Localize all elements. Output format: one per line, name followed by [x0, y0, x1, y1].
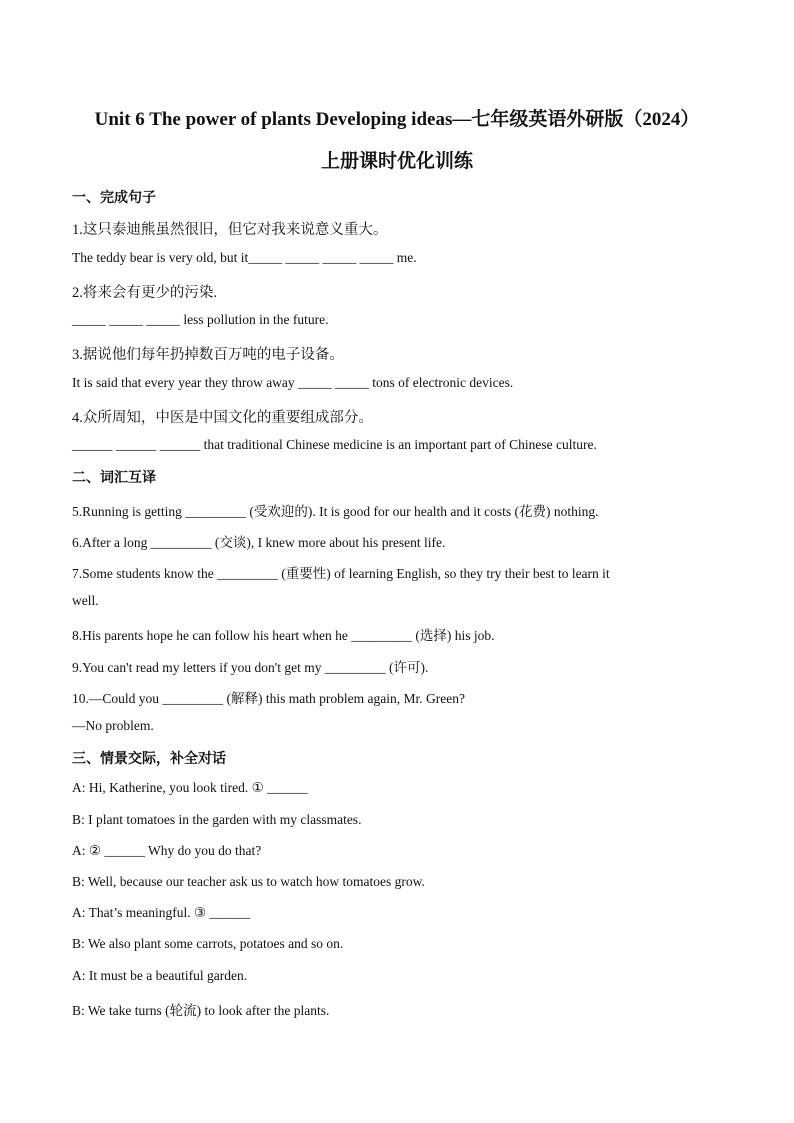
- dialogue-line: A: It must be a beautiful garden.: [72, 968, 248, 983]
- question-1-sentence: The teddy bear is very old, but it_____ _____ _____ _____ me.: [72, 250, 417, 265]
- question-7-continued: well.: [72, 593, 99, 608]
- question-6: 6.After a long _________ (交谈), I knew more about his present life.: [72, 535, 446, 550]
- dialogue-line: B: Well, because our teacher ask us to watch how tomatoes grow.: [72, 874, 425, 889]
- question-10: 10.—Could you _________ (解释) this math problem again, Mr. Green?: [72, 691, 465, 706]
- dialogue-line: B: We also plant some carrots, potatoes and so on.: [72, 936, 344, 951]
- dialogue-line: B: We take turns (轮流) to look after the plants.: [72, 1003, 330, 1018]
- question-1-prompt: 1.这只泰迪熊虽然很旧，但它对我来说意义重大。: [72, 222, 388, 238]
- question-5: 5.Running is getting _________ (受欢迎的). It is good for our health and it costs (花费) nothing.: [72, 504, 599, 519]
- section-heading-dialogue: 三、情景交际，补全对话: [72, 751, 226, 767]
- document-subtitle: 上册课时优化训练: [320, 151, 473, 172]
- dialogue-line: A: ② ______ Why do you do that?: [72, 843, 262, 858]
- question-3-prompt: 3.据说他们每年扔掉数百万吨的电子设备。: [72, 347, 344, 363]
- question-8: 8.His parents hope he can follow his heart when he _________ (选择) his job.: [72, 628, 495, 643]
- dialogue-line: A: Hi, Katherine, you look tired. ① ______: [72, 780, 308, 795]
- dialogue-line: A: That’s meaningful. ③ ______: [72, 905, 250, 920]
- dialogue-line: B: I plant tomatoes in the garden with my classmates.: [72, 812, 362, 827]
- question-2-sentence: _____ _____ _____ less pollution in the future.: [72, 312, 329, 327]
- document-title: Unit 6 The power of plants Developing ideas—七年级英语外研版（2024）: [94, 109, 700, 130]
- question-4-sentence: ______ ______ ______ that traditional Chinese medicine is an important part of Chinese culture.: [72, 437, 597, 452]
- question-4-prompt: 4.众所周知，中医是中国文化的重要组成部分。: [72, 410, 373, 426]
- section-heading-complete-sentences: 一、完成句子: [72, 190, 156, 206]
- question-10-answer: —No problem.: [72, 718, 154, 733]
- section-heading-vocabulary: 二、词汇互译: [72, 470, 156, 486]
- question-2-prompt: 2.将来会有更少的污染.: [72, 285, 217, 301]
- question-9: 9.You can't read my letters if you don't get my _________ (许可).: [72, 660, 429, 675]
- question-7: 7.Some students know the _________ (重要性) of learning English, so they try their best to learn it: [72, 566, 610, 581]
- question-3-sentence: It is said that every year they throw away _____ _____ tons of electronic devices.: [72, 375, 514, 390]
